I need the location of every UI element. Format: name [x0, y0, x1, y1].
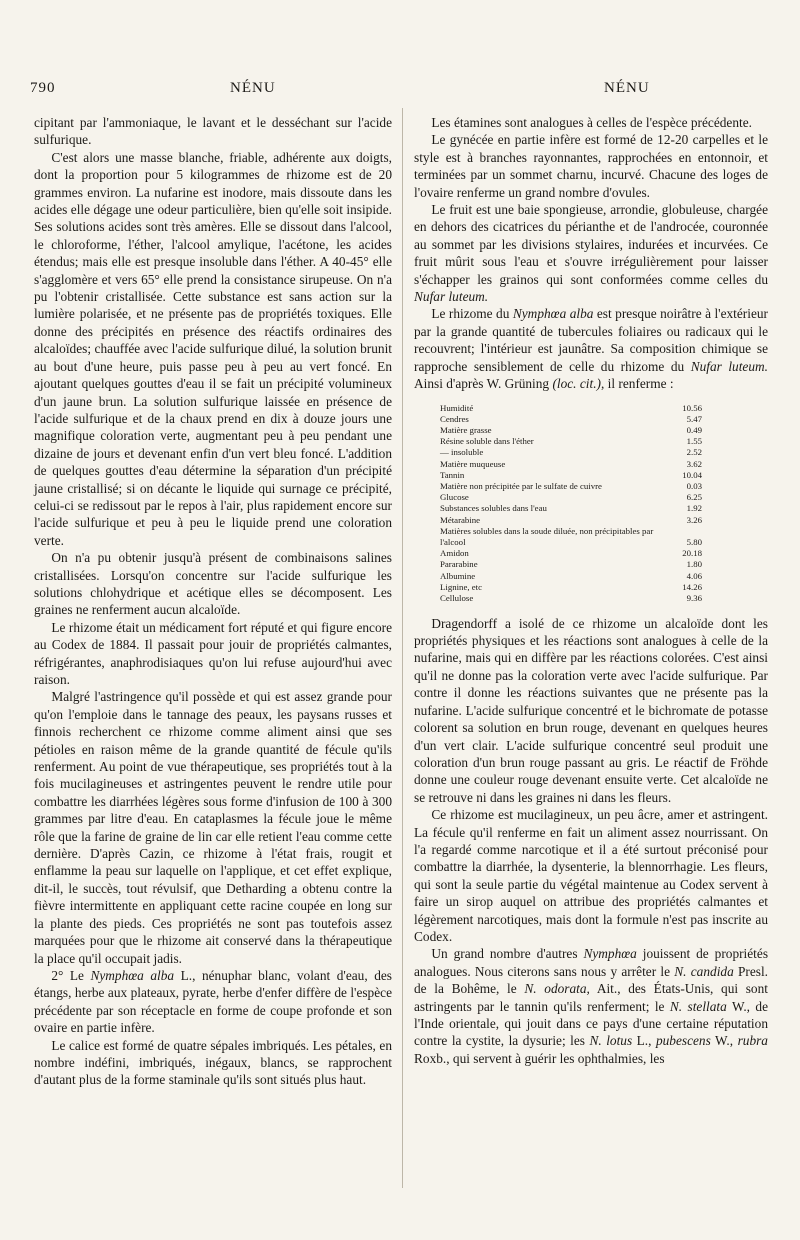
composition-name: Métarabine [440, 514, 481, 525]
composition-value: 3.62 [686, 458, 702, 469]
composition-name: Matière non précipitée par le sulfate de cuivre [440, 480, 602, 491]
composition-value: 6.25 [686, 492, 702, 503]
paragraph: On n'a pu obtenir jusqu'à présent de combinaisons salines cristallisées. Lorsqu'on concentre sur l'acide sulfurique les solutions chlohydrique et acétique elles se décomposent. Les graines ne renferment aucun alcaloïde. [34, 550, 392, 618]
composition-value: 9.36 [686, 592, 702, 603]
composition-value: 0.03 [686, 480, 702, 491]
composition-row [440, 559, 702, 570]
composition-value: 5.47 [686, 413, 702, 424]
paragraph-nymphaea-alba: 2° Le Nymphœa alba L., nénuphar blanc, volant d'eau, des étangs, herbe aux plateaux, pyrate, herbe d'enfer diffère de l'espèce précédente par son réceptacle en forme de coupe profonde et son ovaire en partie infère. [34, 967, 392, 1036]
composition-name: Tannin [440, 469, 465, 480]
composition-value: 0.49 [686, 424, 702, 435]
paragraph: Ce rhizome est mucilagineux, un peu âcre, amer et astringent. La fécule qu'il renferme en fait un aliment assez nourrissant. On l'a regardé comme narcotique et il a été surtout préconisé pour combattre la diarrhée, la dysenterie, la blennorrhagie. Les fleurs, qui sont la seule partie du végétal maintenue au Codex servent à faire un sirop auquel on attribue des propriétés calmantes et légèrement narcotiques, mais dont la formule n'est pas inscrite au Codex. [414, 807, 768, 944]
composition-value: 1.92 [686, 503, 702, 514]
composition-row [440, 403, 702, 414]
composition-row [440, 414, 702, 425]
running-header [30, 80, 770, 102]
species-name: Nufar luteum. [690, 358, 768, 374]
composition-value: 14.26 [682, 581, 702, 592]
composition-name: Substances solubles dans l'eau [440, 503, 547, 514]
paragraph: Le gynécée en partie infère est formé de 12-20 carpelles et le style est à branches rayonnantes, rapprochées en entonnoir, et terminées par un sommet charnu, incurvé. Chacune des loges de l'ovaire renferme un grand nombre d'ovules. [414, 132, 768, 200]
composition-row [440, 447, 702, 458]
running-title-right: NÉNU [604, 80, 650, 96]
composition-row [440, 515, 702, 526]
composition-row [440, 459, 702, 470]
paragraph: Les étamines sont analogues à celles de l'espèce précédente. [431, 115, 752, 130]
paragraph: Le rhizome était un médicament fort réputé et qui figure encore au Codex de 1884. Il passait pour jouir de propriétés calmantes, réfrigérantes, anaphrodisiaques qu'on lui refuse aujourd'hui avec raison. [34, 619, 392, 687]
composition-row [440, 503, 702, 514]
column-divider [402, 108, 403, 1188]
right-column [414, 114, 768, 1067]
composition-value: 10.56 [682, 402, 702, 413]
composition-value: 5.80 [686, 536, 702, 547]
species-name: Nymphœa alba [90, 967, 175, 983]
composition-name: Matière muqueuse [440, 458, 506, 469]
composition-row [440, 481, 702, 492]
composition-name: Résine soluble dans l'éther [440, 436, 534, 447]
composition-name: Cellulose [440, 592, 474, 603]
composition-row [440, 470, 702, 481]
composition-name: Cendres [440, 413, 469, 424]
composition-row [440, 582, 702, 593]
citation: (loc. cit.) [552, 376, 601, 392]
composition-value: 1.80 [686, 559, 702, 570]
composition-row [440, 425, 702, 436]
composition-value: 1.55 [686, 436, 702, 447]
paragraph: Le rhizome du Nymphœa alba est presque noirâtre à l'extérieur par la grande quantité de tubercules foliaires ou radicaux qui le recouvrent; l'intérieur est jaunâtre. Sa composition chimique se rapproche sensiblement de celle du rhizome du Nufar luteum. Ainsi d'après W. Grüning (loc. cit.), il renferme : [414, 306, 768, 392]
composition-name: Humidité [440, 402, 474, 413]
composition-table [440, 403, 702, 605]
composition-name: Albumine [440, 570, 476, 581]
composition-value: 2.52 [686, 447, 702, 458]
composition-row [440, 548, 702, 559]
paragraph: Un grand nombre d'autres Nymphœa jouissent de propriétés analogues. Nous citerons sans nous y arrêter le N. candida Presl. de la Bohême, le N. odorata, Ait., des États-Unis, qui sont astringents par le tannin qu'ils renferment; le N. stellata W., de l'Inde orientale, qui jouit dans ce pays d'une certaine réputation contre la cystite, la dysurie; les N. lotus L., pubescens W., rubra Roxb., qui servent à guérir les ophthalmies, les [414, 946, 769, 1066]
composition-row [440, 526, 702, 548]
composition-name: Lignine, etc [440, 581, 483, 592]
paragraph: Le fruit est une baie spongieuse, arrondie, globuleuse, chargée en dehors des cicatrices du périanthe et de l'androcée, couronnée au sommet par les divisions stylaires, indurées et incurvées. Ce fruit mûrit sous l'eau et s'ouvre irrégulièrement pour laisser s'échapper les grainos qui sont conformées comme celles du Nufar luteum. [414, 202, 768, 305]
composition-name: Pararabine [440, 559, 478, 570]
composition-name: Glucose [440, 492, 469, 503]
left-column [34, 114, 392, 1089]
composition-name: Matières solubles dans la soude diluée, non précipitables par l'alcool [440, 525, 654, 547]
species-name: Nufar luteum. [414, 289, 489, 305]
composition-row [440, 492, 702, 503]
composition-value: 20.18 [682, 548, 702, 559]
composition-value: 10.04 [682, 469, 702, 480]
paragraph: Dragendorff a isolé de ce rhizome un alcaloïde dont les propriétés physiques et les réactions sont analogues à celle de la nufarine, mais qui en diffère par les réactions colorées. C'est ainsi qu'il ne donne pas la coloration verte avec l'acide sulfurique. Par contre il donne les réactions suivantes que ne présente pas la nufarine. L'acide sulfurique concentré et le bichromate de potasse colorent sa solution en brun rouge, devenant en quelques heures d'un vert clair. L'acide sulfurique concentré seul produit une coloration d'un brun rouge passant au gris. Le réactif de Fröhde donne une couleur rouge devenant ensuite verte. Cet alcaloïde ne se retrouve ni dans les graines ni dans les fleurs. [414, 615, 768, 805]
composition-row [440, 571, 702, 582]
running-title-left: NÉNU [230, 80, 276, 96]
paragraph: Malgré l'astringence qu'il possède et qui est assez grande pour qu'on l'emploie dans le tannage des peaux, les paysans russes et finnois recherchent ce rhizome comme aliment ainsi que ses pétioles en raison même de la grande quantité de fécule qu'ils renferment. Au point de vue thérapeutique, ses propriétés tout à la fois mucilagineuses et astringentes peuvent le rendre utile pour combattre les diarrhées légères sous forme d'infusion de 100 à 300 grammes par litre d'eau. En cataplasmes la fécule joue le même rôle que la farine de graine de lin car elle retient l'eau comme cette dernière. D'après Cazin, ce rhizome à l'état frais, rougit et enflamme la peau sur laquelle on l'applique, et cet effet explique, dit-il, le succès, tout révulsif, que Detharding a obtenu contre la fièvre intermittente en appliquant cette racine coupée en long sur la plante des pieds. Ces propriétés ne sont pas toutefois assez marquées pour que le rhizome ait conservé dans la thérapeutique la place qu'il occupait jadis. [34, 689, 392, 966]
composition-name: — insoluble [440, 447, 484, 458]
paragraph: C'est alors une masse blanche, friable, adhérente aux doigts, dont la proportion pour 5 kilogrammes de rhizome est de 20 grammes environ. La nufarine est inodore, mais dissoute dans les acides elle dégage une odeur particulière, bien qu'elle soit insipide. Ses solutions acides sont très amères. Elle se dissout dans l'alcool, le chloroforme, l'éther, l'alcool amylique, l'acétone, les acides étendus; mais elle est presque insoluble dans l'éther. A 40-45° elle s'agglomère et vers 65° elle prend la consistance sirupeuse. On n'a pu l'obtenir cristallisée. Cette substance est sans action sur la lumière polarisée, et ne présente pas de propriétés toxiques. Elle donne des précipités en présence des réactifs ordinaires des alcaloïdes; chauffée avec l'acide sulfurique dilué, la solution brunit au bout d'une heure, puis passe peu à peu au vert foncé. En ajoutant quelques gouttes d'eau il se fait un précipité volumineux d'un jaune brun. La solution sulfurique laissée en présence de l'acide sulfurique et de la chaux prend en dix à douze jours une magnifique coloration verte, augmentant peu à peu pendant une dizaine de jours et devenant enfin d'un vert bleu foncé. L'addition de quelques gouttes d'eau détermine la séparation d'un précipité jaune cristallisé; si on décante le liquide qui surnage ce précipité, celui-ci se redissout par le repos à l'air, plus rapidement encore sur l'acide sulfurique et peu à peu le liquide prend une coloration verte. [34, 149, 392, 548]
composition-name: Matière grasse [440, 424, 492, 435]
composition-row [440, 436, 702, 447]
composition-row [440, 593, 702, 604]
composition-name: Amidon [440, 548, 469, 559]
paragraph: cipitant par l'ammoniaque, le lavant et le desséchant sur l'acide sulfurique. [34, 115, 392, 148]
composition-value: 4.06 [686, 570, 702, 581]
paragraph: Le calice est formé de quatre sépales imbriqués. Les pétales, en nombre indéfini, imbriqués, inégaux, blancs, se rapprochent d'autant plus de la forme staminale qu'ils sont situés plus haut. [34, 1037, 392, 1088]
page-number: 790 [30, 80, 56, 96]
composition-value: 3.26 [686, 514, 702, 525]
species-name: Nymphœa alba [512, 306, 594, 322]
